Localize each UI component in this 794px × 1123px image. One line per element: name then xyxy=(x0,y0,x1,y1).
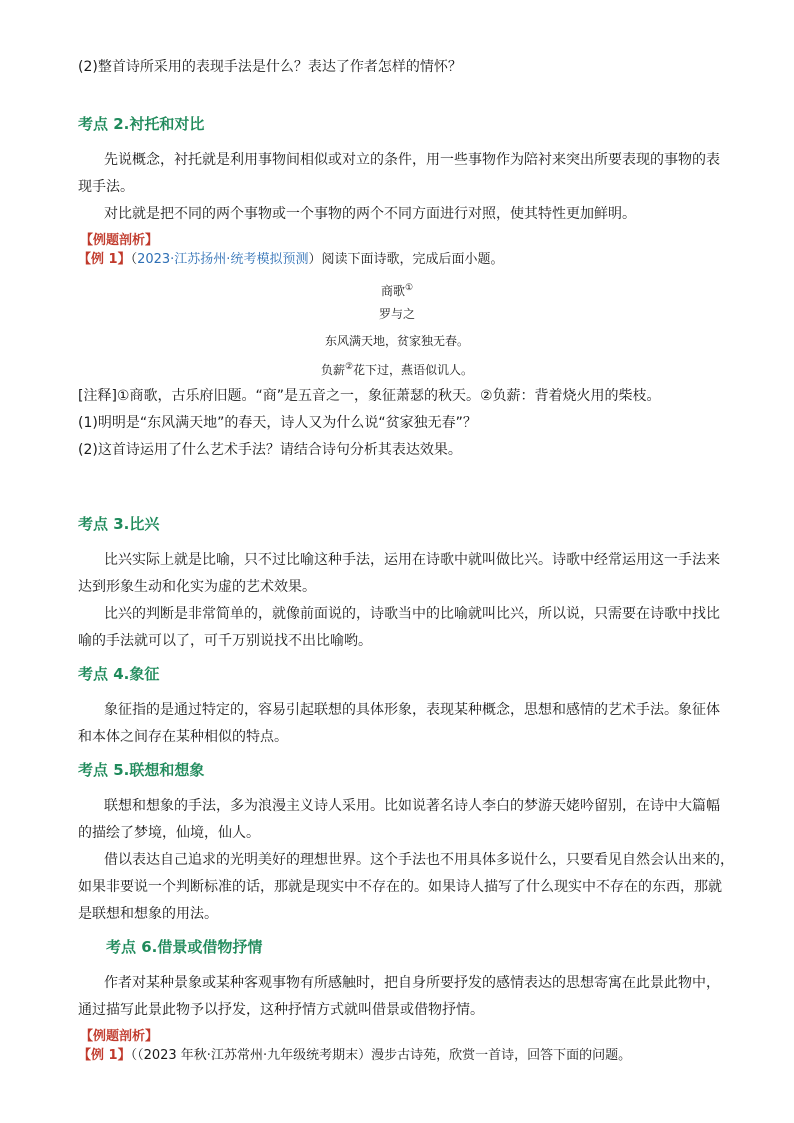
poem-line-2-b: 花下过，燕语似讥人。 xyxy=(353,363,474,377)
poem-line-2-a: 负薪 xyxy=(320,363,345,377)
example-tag: 【例题剖析】 xyxy=(80,233,159,248)
paragraph: 先说概念，衬托就是利用事物间相似或对立的条件，用一些事物作为陪衬来突出所要表现的事物的表 xyxy=(104,152,720,168)
paragraph: 作者对某种景象或某种客观事物有所感触时，把自身所要抒发的感情表达的思想寄寓在此景此物中， xyxy=(104,975,720,991)
paragraph: 对比就是把不同的两个事物或一个事物的两个不同方面进行对照，使其特性更加鲜明。 xyxy=(104,206,636,222)
poem-title-text: 商歌 xyxy=(380,284,405,298)
paragraph: 达到形象生动和化实为虚的艺术效果。 xyxy=(78,579,316,595)
paragraph: 是联想和想象的用法。 xyxy=(78,906,218,922)
poem-line-2-note: ② xyxy=(344,362,354,372)
paragraph: 喻的手法就可以了，可千万别说找不出比喻哟。 xyxy=(78,633,372,649)
example-header xyxy=(78,251,503,269)
example-paren-close: ） xyxy=(358,1048,372,1063)
example-source: 2023·江苏扬州·统考模拟预测 xyxy=(137,252,309,267)
example-header xyxy=(78,1047,631,1065)
question-2-top: (2)整首诗所采用的表现手法是什么？表达了作者怎样的情怀？ xyxy=(78,59,462,75)
paragraph: 和本体之间存在某种相似的特点。 xyxy=(78,729,288,745)
paragraph: 象征指的是通过特定的，容易引起联想的具体形象，表现某种概念，思想和感情的艺术手法。象征体 xyxy=(104,702,720,718)
paragraph: 如果非要说一个判断标准的话，那就是现实中不存在的。如果诗人描写了什么现实中不存在的东西，那就 xyxy=(78,879,722,895)
poem-line-1: 东风满天地，贫家独无春。 xyxy=(324,334,469,348)
paragraph: 的描绘了梦境，仙境，仙人。 xyxy=(78,825,260,841)
example-paren-open: （（ xyxy=(130,1048,144,1063)
example-source: 2023 年秋·江苏常州·九年级统考期末 xyxy=(143,1048,359,1063)
example-label: 【例 1】 xyxy=(78,1048,131,1063)
paragraph: 借以表达自己追求的光明美好的理想世界。这个手法也不用具体多说什么，只要看见自然会认出来的， xyxy=(104,852,734,868)
example-label: 【例 1】 xyxy=(78,252,131,267)
question-2: (2)这首诗运用了什么艺术手法？请结合诗句分析其表达效果。 xyxy=(78,442,462,458)
section-heading-6: 考点 6.借景或借物抒情 xyxy=(106,938,263,956)
section-heading-2: 考点 2.衬托和对比 xyxy=(78,115,205,133)
paragraph: 通过描写此景此物予以抒发，这种抒情方式就叫借景或借物抒情。 xyxy=(78,1002,484,1018)
poem-line-2 xyxy=(0,358,794,379)
poem-annotation: [注释]①商歌，古乐府旧题。“商”是五音之一，象征萧瑟的秋天。②负薪：背着烧火用的柴枝。 xyxy=(78,388,661,404)
example-paren-open: （ xyxy=(130,252,138,267)
section-heading-4: 考点 4.象征 xyxy=(78,665,160,683)
section-heading-3: 考点 3.比兴 xyxy=(78,515,160,533)
paragraph: 比兴的判断是非常简单的，就像前面说的，诗歌当中的比喻就叫比兴，所以说，只需要在诗歌中找比 xyxy=(104,606,720,622)
example-text: 阅读下面诗歌，完成后面小题。 xyxy=(321,252,504,267)
example-text: 漫步古诗苑，欣赏一首诗，回答下面的问题。 xyxy=(371,1048,632,1063)
example-tag: 【例题剖析】 xyxy=(80,1029,159,1044)
example-paren-close: ） xyxy=(308,252,322,267)
question-1: (1)明明是“东风满天地”的春天，诗人又为什么说“贫家独无春”？ xyxy=(78,415,477,431)
poem-author: 罗与之 xyxy=(378,307,415,321)
paragraph: 联想和想象的手法，多为浪漫主义诗人采用。比如说著名诗人李白的梦游天姥吟留别，在诗中大篇幅 xyxy=(104,798,720,814)
paragraph: 比兴实际上就是比喻，只不过比喻这种手法，运用在诗歌中就叫做比兴。诗歌中经常运用这一手法来 xyxy=(104,552,720,568)
section-heading-5: 考点 5.联想和想象 xyxy=(78,761,205,779)
paragraph: 现手法。 xyxy=(78,179,134,195)
poem-title-note: ① xyxy=(404,283,414,293)
poem-title xyxy=(0,279,794,300)
